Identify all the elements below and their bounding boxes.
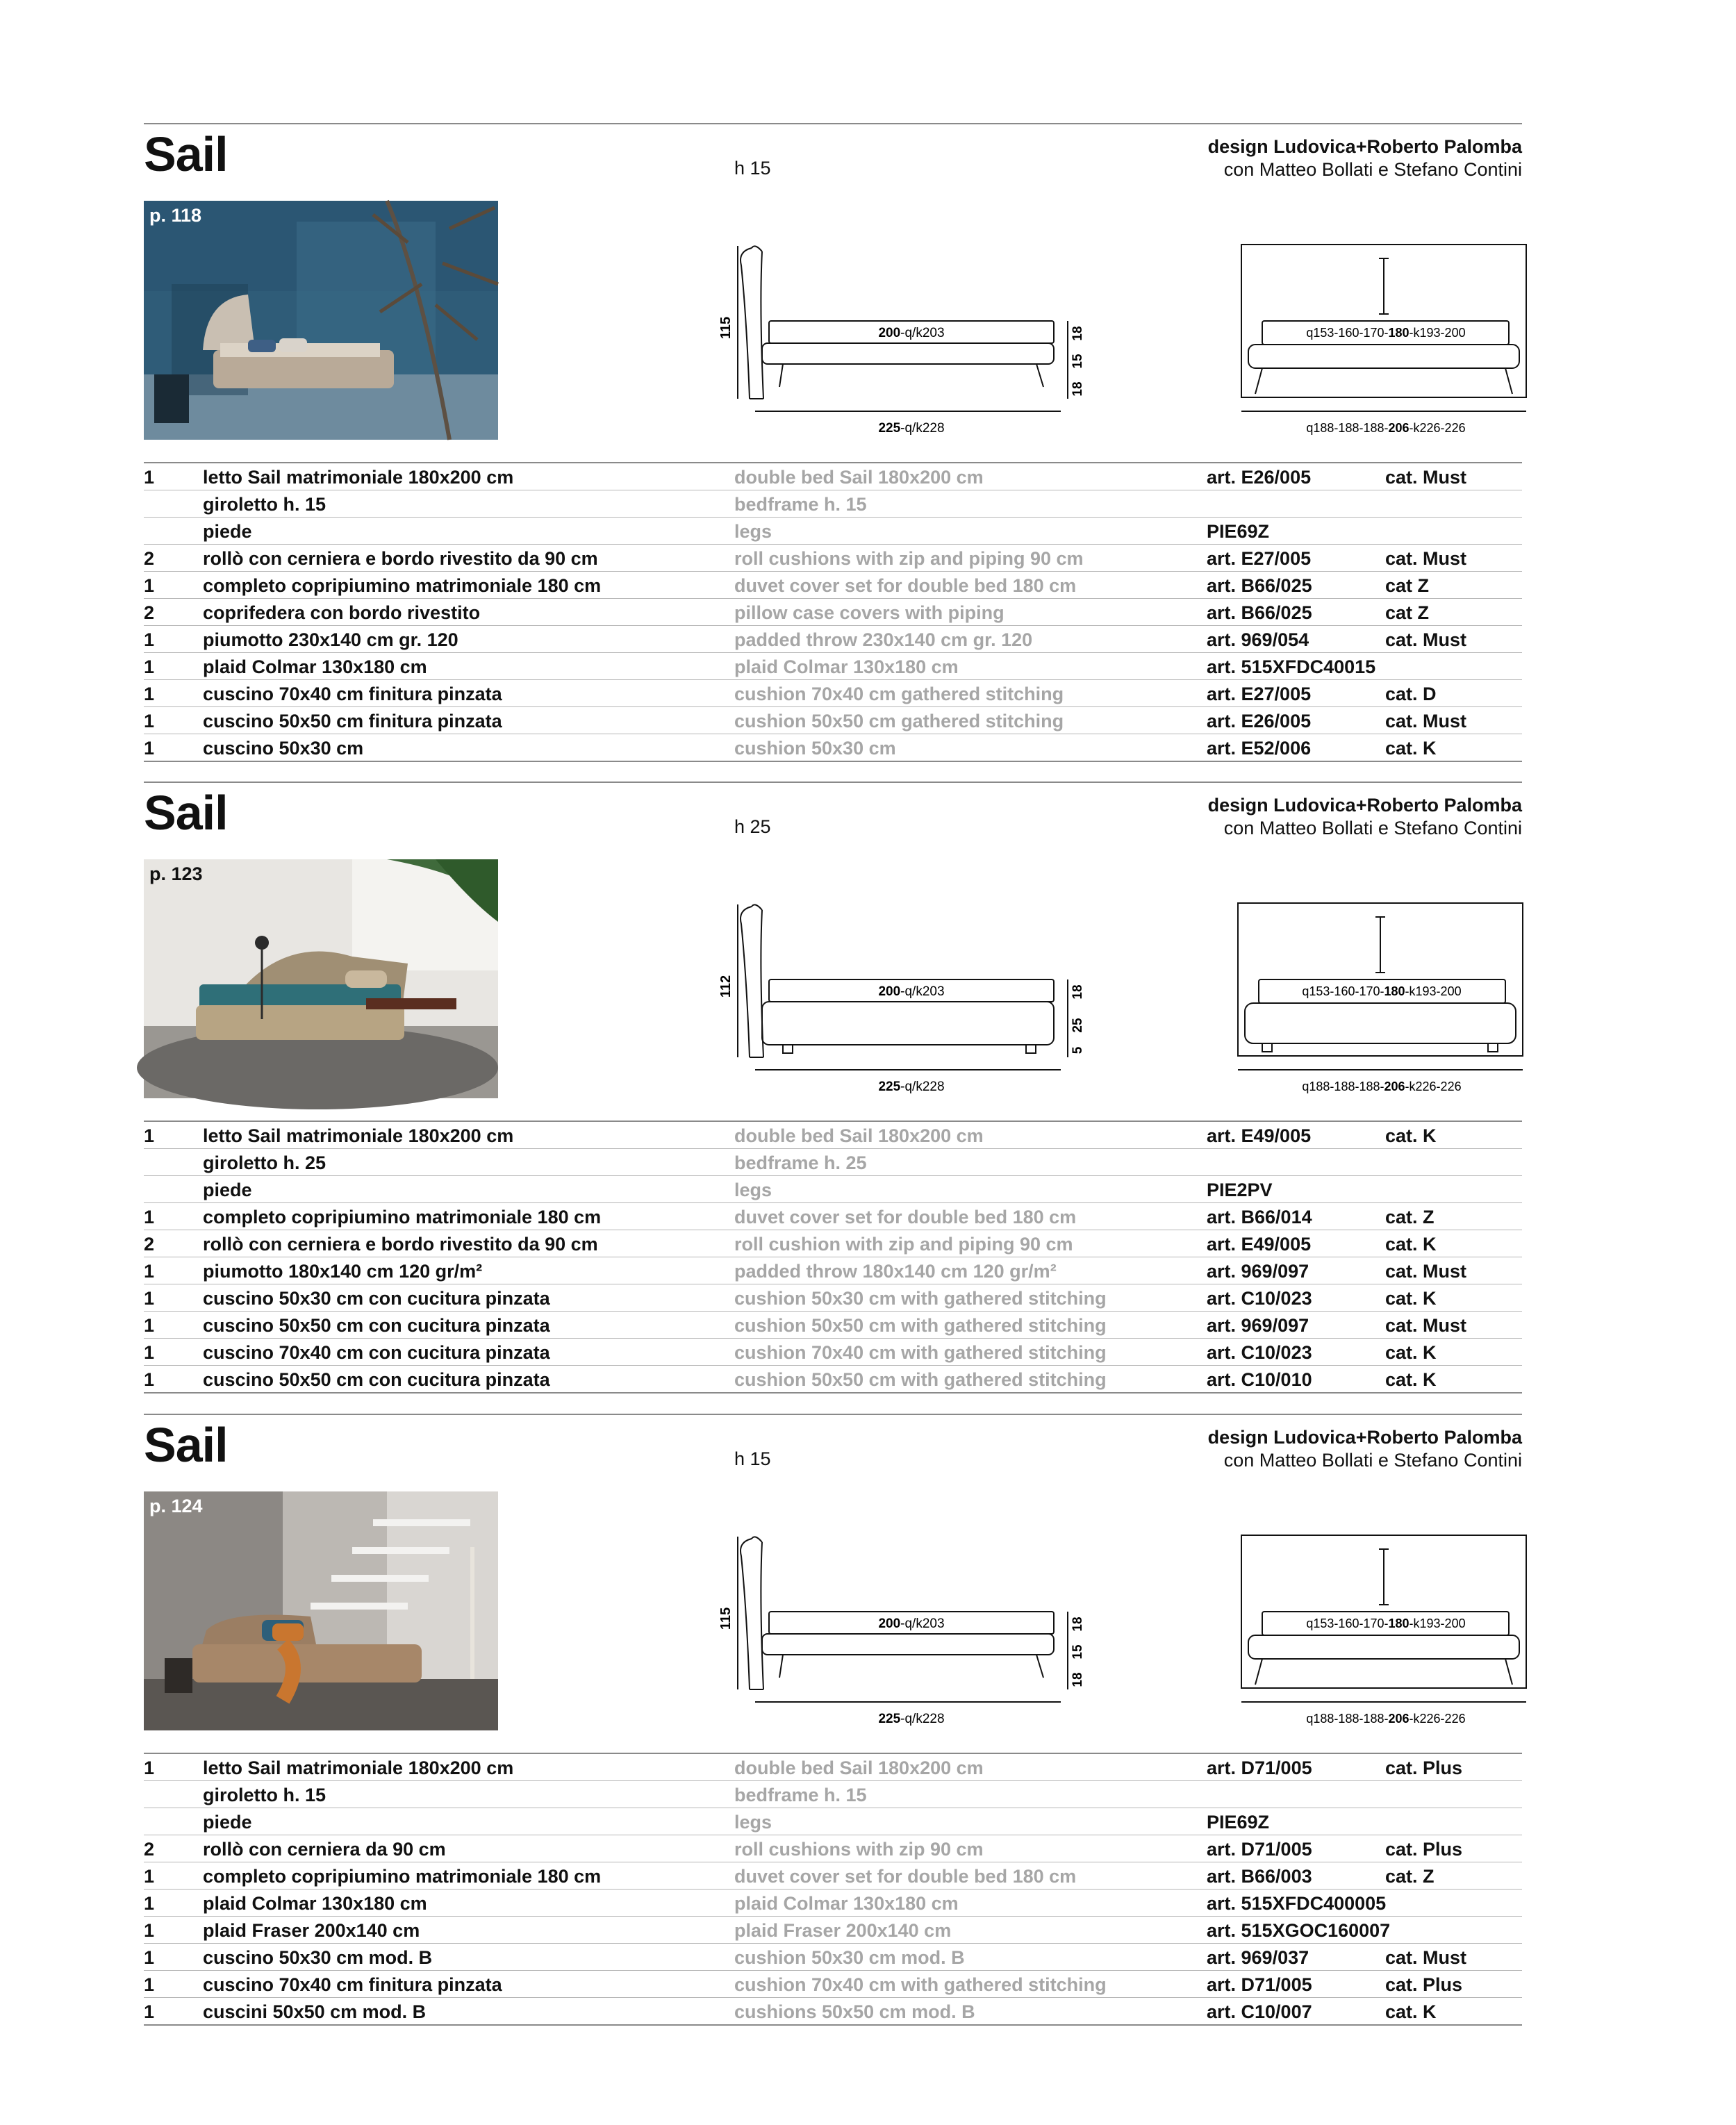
product-title: Sail — [144, 127, 228, 181]
category: cat. Plus — [1385, 1974, 1463, 1995]
category: cat. K — [1385, 1125, 1437, 1146]
item-english: cushion 70x40 cm with gathered stitching — [734, 1342, 1107, 1363]
overall-width-dimension: q188-188-188-206-k226-226 — [1306, 421, 1466, 435]
item-english: duvet cover set for double bed 180 cm — [734, 1866, 1077, 1887]
frame-height: h 15 — [734, 158, 771, 179]
section-divider — [144, 782, 1522, 783]
designer-line: design Ludovica+Roberto Palomba — [1207, 136, 1522, 157]
article-code: art. E49/005 — [1207, 1125, 1312, 1146]
table-row — [144, 1998, 1522, 2026]
mattress-dimension: 200-q/k203 — [878, 1617, 945, 1631]
table-row — [144, 1339, 1522, 1366]
table-row — [144, 490, 1522, 518]
length-dimension: 225-q/k228 — [878, 421, 945, 436]
category: cat. K — [1385, 1288, 1437, 1309]
article-code: art. 515XGOC160007 — [1207, 1920, 1391, 1941]
table-row — [144, 680, 1522, 707]
qty: 1 — [144, 629, 155, 650]
item-english: cushion 70x40 cm gathered stitching — [734, 684, 1064, 704]
qty: 1 — [144, 1342, 155, 1363]
item-english: duvet cover set for double bed 180 cm — [734, 1207, 1077, 1227]
bed-width-dimension: q153-160-170-180-k193-200 — [1302, 984, 1462, 998]
page-reference: p. 124 — [149, 1496, 203, 1516]
table-row — [144, 1835, 1522, 1862]
item-italian: cuscino 50x30 cm — [203, 738, 364, 759]
qty: 1 — [144, 1288, 155, 1309]
design-credit — [1208, 794, 1522, 840]
table-row — [144, 734, 1522, 762]
item-english: legs — [734, 1812, 772, 1833]
side-view-drawing — [720, 896, 1109, 1105]
category: cat. K — [1385, 1342, 1437, 1363]
table-row — [144, 1203, 1522, 1230]
table-row — [144, 1284, 1522, 1312]
table-row — [144, 545, 1522, 572]
article-code: art. C10/010 — [1207, 1369, 1312, 1390]
qty: 1 — [144, 1758, 155, 1778]
category: cat. D — [1385, 684, 1437, 704]
qty: 1 — [144, 684, 155, 704]
table-row — [144, 1176, 1522, 1203]
table-row — [144, 1257, 1522, 1284]
length-dimension: 225-q/k228 — [878, 1080, 945, 1094]
item-italian: piumotto 230x140 cm gr. 120 — [203, 629, 458, 650]
table-row — [144, 626, 1522, 653]
category: cat. Plus — [1385, 1839, 1463, 1860]
article-code: art. E52/006 — [1207, 738, 1312, 759]
product-photo — [144, 1491, 498, 1730]
article-code: art. E49/005 — [1207, 1234, 1312, 1255]
item-italian: cuscino 70x40 cm finitura pinzata — [203, 1974, 502, 1995]
item-english: legs — [734, 1180, 772, 1200]
item-english: cushion 50x30 cm — [734, 738, 896, 759]
item-italian: plaid Colmar 130x180 cm — [203, 656, 427, 677]
product-section-1 — [144, 123, 1522, 759]
design-credit — [1208, 135, 1522, 181]
item-italian: cuscino 70x40 cm con cucitura pinzata — [203, 1342, 550, 1363]
overall-width-dimension: q188-188-188-206-k226-226 — [1302, 1080, 1462, 1093]
article-code: PIE2PV — [1207, 1180, 1273, 1200]
dim-leg: 18 — [1070, 381, 1085, 397]
dim-leg: 18 — [1070, 1672, 1085, 1687]
table-row — [144, 1781, 1522, 1808]
item-english: pillow case covers with piping — [734, 602, 1005, 623]
table-row — [144, 1230, 1522, 1257]
category: cat. Must — [1385, 711, 1467, 731]
item-english: roll cushions with zip 90 cm — [734, 1839, 984, 1860]
table-row — [144, 707, 1522, 734]
article-code: art. B66/014 — [1207, 1207, 1312, 1227]
qty: 1 — [144, 1315, 155, 1336]
qty: 1 — [144, 1369, 155, 1390]
dim-frame: 25 — [1070, 1018, 1085, 1033]
side-view-drawing — [720, 1528, 1109, 1737]
section-divider — [144, 123, 1522, 124]
item-italian: completo copripiumino matrimoniale 180 cm — [203, 575, 602, 596]
table-row — [144, 1312, 1522, 1339]
item-english: roll cushion with zip and piping 90 cm — [734, 1234, 1073, 1255]
category: cat. Must — [1385, 1261, 1467, 1282]
article-code: art. D71/005 — [1207, 1974, 1312, 1995]
collaborators-line: con Matteo Bollati e Stefano Contini — [1223, 159, 1522, 180]
product-title: Sail — [144, 786, 228, 840]
item-italian: piede — [203, 1180, 252, 1200]
table-row — [144, 1862, 1522, 1890]
category: cat. Plus — [1385, 1758, 1463, 1778]
item-italian: giroletto h. 25 — [203, 1152, 326, 1173]
item-italian: cuscino 70x40 cm finitura pinzata — [203, 684, 502, 704]
product-photo — [144, 859, 498, 1098]
item-english: plaid Colmar 130x180 cm — [734, 656, 959, 677]
item-italian: plaid Fraser 200x140 cm — [203, 1920, 420, 1941]
collaborators-line: con Matteo Bollati e Stefano Contini — [1223, 818, 1522, 838]
front-view-drawing — [1221, 1528, 1533, 1737]
item-italian: letto Sail matrimoniale 180x200 cm — [203, 1125, 514, 1146]
length-dimension: 225-q/k228 — [878, 1712, 945, 1726]
qty: 1 — [144, 711, 155, 731]
item-italian: cuscino 50x50 cm con cucitura pinzata — [203, 1369, 550, 1390]
product-title: Sail — [144, 1418, 228, 1472]
dim-frame: 15 — [1070, 1644, 1085, 1660]
article-code: art. D71/005 — [1207, 1758, 1312, 1778]
category: cat. K — [1385, 1234, 1437, 1255]
item-english: duvet cover set for double bed 180 cm — [734, 575, 1077, 596]
table-row — [144, 1149, 1522, 1176]
qty: 2 — [144, 1234, 155, 1255]
components-table — [144, 462, 1522, 762]
qty: 1 — [144, 467, 155, 488]
article-code: art. B66/025 — [1207, 602, 1312, 623]
item-italian: rollò con cerniera e bordo rivestito da 90 cm — [203, 548, 598, 569]
item-english: roll cushions with zip and piping 90 cm — [734, 548, 1084, 569]
article-code: art. 515XFDC40015 — [1207, 656, 1376, 677]
product-photo — [144, 201, 498, 440]
qty: 2 — [144, 602, 155, 623]
qty: 1 — [144, 738, 155, 759]
bed-width-dimension: q153-160-170-180-k193-200 — [1306, 1617, 1466, 1630]
table-row — [144, 1121, 1522, 1149]
page-reference: p. 118 — [149, 205, 202, 226]
item-english: cushion 50x50 cm with gathered stitching — [734, 1369, 1107, 1390]
front-view-drawing — [1221, 896, 1533, 1105]
product-section-2 — [144, 782, 1522, 1407]
article-code: PIE69Z — [1207, 1812, 1270, 1833]
dim-mattress: 18 — [1070, 326, 1085, 341]
category: cat. Z — [1385, 1207, 1435, 1227]
article-code: art. B66/003 — [1207, 1866, 1312, 1887]
article-code: PIE69Z — [1207, 521, 1270, 542]
article-code: art. E26/005 — [1207, 467, 1312, 488]
item-english: legs — [734, 521, 772, 542]
category: cat. Must — [1385, 548, 1467, 569]
table-row — [144, 653, 1522, 680]
qty: 1 — [144, 1261, 155, 1282]
item-italian: cuscino 50x30 cm con cucitura pinzata — [203, 1288, 550, 1309]
category: cat. Must — [1385, 629, 1467, 650]
category: cat. Z — [1385, 1866, 1435, 1887]
item-italian: cuscini 50x50 cm mod. B — [203, 2001, 427, 2022]
article-code: art. E27/005 — [1207, 684, 1312, 704]
qty: 1 — [144, 1207, 155, 1227]
item-italian: giroletto h. 15 — [203, 1785, 326, 1805]
item-english: bedframe h. 15 — [734, 1785, 867, 1805]
category: cat Z — [1385, 575, 1430, 596]
item-english: double bed Sail 180x200 cm — [734, 467, 984, 488]
category: cat. K — [1385, 2001, 1437, 2022]
article-code: art. 969/097 — [1207, 1261, 1309, 1282]
item-italian: cuscino 50x50 cm finitura pinzata — [203, 711, 502, 731]
designer-line: design Ludovica+Roberto Palomba — [1207, 1427, 1522, 1448]
article-code: art. C10/023 — [1207, 1342, 1312, 1363]
table-row — [144, 1366, 1522, 1394]
table-row — [144, 572, 1522, 599]
category: cat. Must — [1385, 1947, 1467, 1968]
overall-width-dimension: q188-188-188-206-k226-226 — [1306, 1712, 1466, 1726]
mattress-dimension: 200-q/k203 — [878, 326, 945, 340]
item-italian: completo copripiumino matrimoniale 180 cm — [203, 1207, 602, 1227]
article-code: art. D71/005 — [1207, 1839, 1312, 1860]
item-italian: piede — [203, 521, 252, 542]
height-dimension: 115 — [718, 316, 734, 340]
page-reference: p. 123 — [149, 863, 203, 884]
table-row — [144, 1944, 1522, 1971]
bed-width-dimension: q153-160-170-180-k193-200 — [1306, 326, 1466, 340]
collaborators-line: con Matteo Bollati e Stefano Contini — [1223, 1450, 1522, 1471]
qty: 1 — [144, 575, 155, 596]
item-italian: rollò con cerniera e bordo rivestito da 90 cm — [203, 1234, 598, 1255]
dim-mattress: 18 — [1070, 984, 1085, 1000]
front-view-drawing — [1221, 238, 1533, 446]
qty: 1 — [144, 1947, 155, 1968]
article-code: art. C10/023 — [1207, 1288, 1312, 1309]
item-english: cushion 50x50 cm with gathered stitching — [734, 1315, 1107, 1336]
item-italian: piumotto 180x140 cm 120 gr/m² — [203, 1261, 483, 1282]
item-english: cushion 50x30 cm with gathered stitching — [734, 1288, 1107, 1309]
qty: 1 — [144, 1125, 155, 1146]
qty: 1 — [144, 2001, 155, 2022]
table-row — [144, 1971, 1522, 1998]
item-english: double bed Sail 180x200 cm — [734, 1758, 984, 1778]
qty: 1 — [144, 1920, 155, 1941]
dim-leg: 5 — [1070, 1046, 1085, 1055]
item-italian: cuscino 50x30 cm mod. B — [203, 1947, 433, 1968]
item-english: padded throw 180x140 cm 120 gr/m² — [734, 1261, 1057, 1282]
table-row — [144, 1890, 1522, 1917]
frame-height: h 25 — [734, 816, 771, 837]
product-section-3 — [144, 1414, 1522, 2039]
item-english: padded throw 230x140 cm gr. 120 — [734, 629, 1033, 650]
table-row — [144, 599, 1522, 626]
item-english: cushion 50x50 cm gathered stitching — [734, 711, 1064, 731]
qty: 1 — [144, 656, 155, 677]
category: cat Z — [1385, 602, 1430, 623]
item-italian: giroletto h. 15 — [203, 494, 326, 515]
item-english: bedframe h. 15 — [734, 494, 867, 515]
article-code: art. 969/054 — [1207, 629, 1309, 650]
article-code: art. 515XFDC400005 — [1207, 1893, 1387, 1914]
item-italian: piede — [203, 1812, 252, 1833]
dim-frame: 15 — [1070, 354, 1085, 369]
item-english: plaid Colmar 130x180 cm — [734, 1893, 959, 1914]
item-italian: plaid Colmar 130x180 cm — [203, 1893, 427, 1914]
table-row — [144, 1917, 1522, 1944]
item-english: cushions 50x50 cm mod. B — [734, 2001, 975, 2022]
table-row — [144, 1808, 1522, 1835]
side-view-drawing — [720, 238, 1109, 446]
qty: 2 — [144, 548, 155, 569]
item-english: cushion 70x40 cm with gathered stitching — [734, 1974, 1107, 1995]
article-code: art. 969/097 — [1207, 1315, 1309, 1336]
item-english: double bed Sail 180x200 cm — [734, 1125, 984, 1146]
frame-height: h 15 — [734, 1448, 771, 1469]
item-english: plaid Fraser 200x140 cm — [734, 1920, 952, 1941]
qty: 2 — [144, 1839, 155, 1860]
qty: 1 — [144, 1893, 155, 1914]
height-dimension: 115 — [718, 1607, 734, 1630]
item-italian: cuscino 50x50 cm con cucitura pinzata — [203, 1315, 550, 1336]
item-english: bedframe h. 25 — [734, 1152, 867, 1173]
category: cat. K — [1385, 1369, 1437, 1390]
qty: 1 — [144, 1974, 155, 1995]
category: cat. K — [1385, 738, 1437, 759]
table-row — [144, 462, 1522, 490]
category: cat. Must — [1385, 1315, 1467, 1336]
height-dimension: 112 — [718, 975, 734, 998]
item-italian: completo copripiumino matrimoniale 180 cm — [203, 1866, 602, 1887]
qty: 1 — [144, 1866, 155, 1887]
components-table — [144, 1753, 1522, 2026]
item-italian: letto Sail matrimoniale 180x200 cm — [203, 1758, 514, 1778]
article-code: art. 969/037 — [1207, 1947, 1309, 1968]
article-code: art. E27/005 — [1207, 548, 1312, 569]
dim-mattress: 18 — [1070, 1617, 1085, 1632]
table-row — [144, 518, 1522, 545]
section-divider — [144, 1414, 1522, 1415]
table-row — [144, 1753, 1522, 1781]
category: cat. Must — [1385, 467, 1467, 488]
article-code: art. E26/005 — [1207, 711, 1312, 731]
mattress-dimension: 200-q/k203 — [878, 984, 945, 999]
designer-line: design Ludovica+Roberto Palomba — [1207, 795, 1522, 816]
design-credit — [1208, 1426, 1522, 1472]
components-table — [144, 1121, 1522, 1394]
item-italian: rollò con cerniera da 90 cm — [203, 1839, 446, 1860]
item-italian: coprifedera con bordo rivestito — [203, 602, 481, 623]
item-english: cushion 50x30 cm mod. B — [734, 1947, 965, 1968]
article-code: art. B66/025 — [1207, 575, 1312, 596]
article-code: art. C10/007 — [1207, 2001, 1312, 2022]
item-italian: letto Sail matrimoniale 180x200 cm — [203, 467, 514, 488]
